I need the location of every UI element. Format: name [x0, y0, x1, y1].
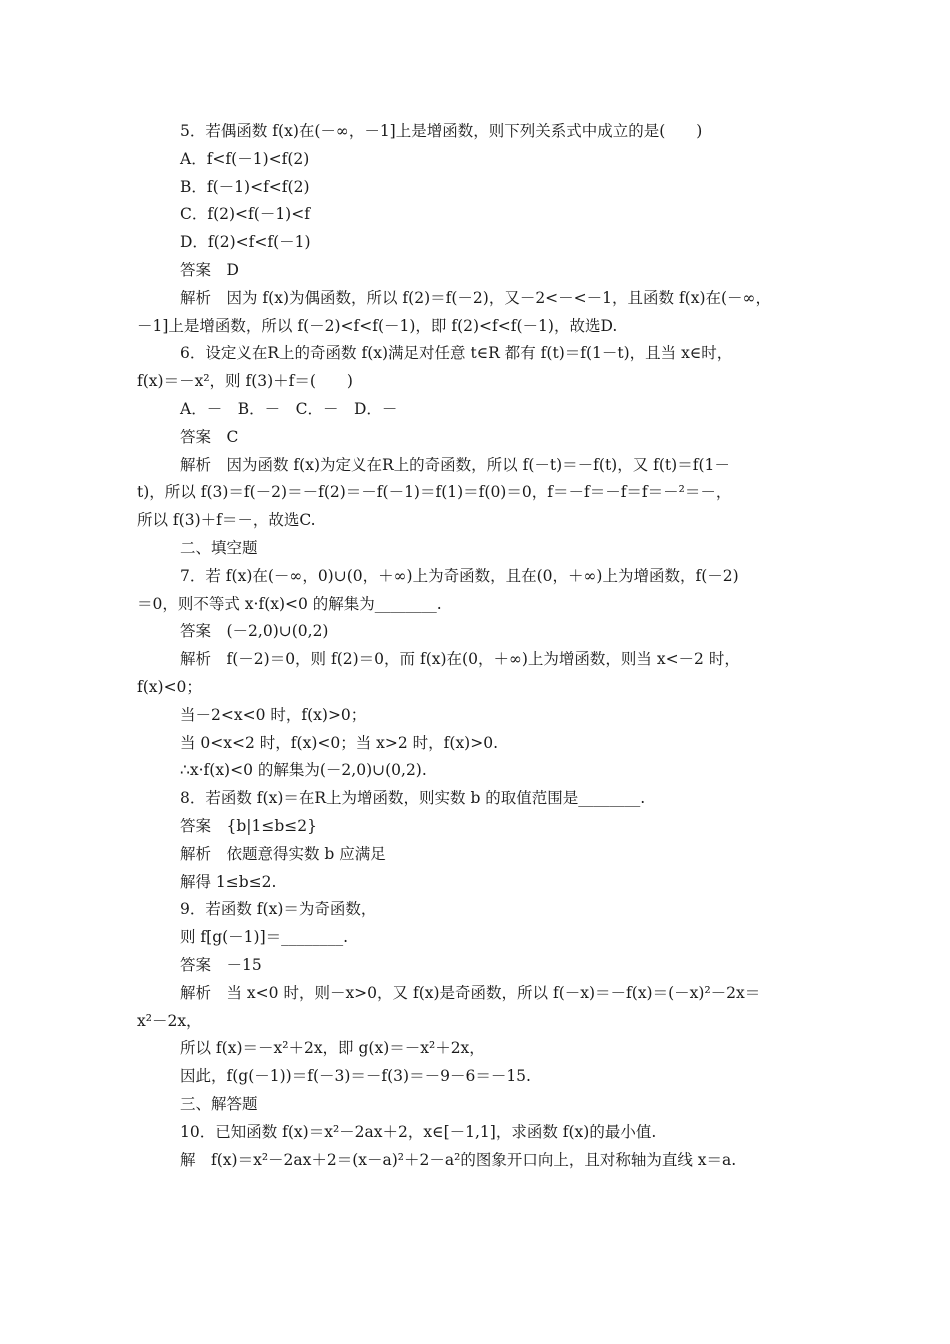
text-line: A．f<f(－1)<f(2)	[180, 149, 310, 168]
text-line: 解析 依题意得实数 b 应满足	[180, 844, 386, 863]
text-line: 解析 因为函数 f(x)为定义在R上的奇函数，所以 f(－t)＝－f(t)，又 f(t)＝f(1－	[180, 455, 730, 474]
text-line: 因此，f(g(－1))＝f(－3)＝－f(3)＝－9－6＝－15.	[180, 1067, 531, 1086]
text-line: ∴x·f(x)<0 的解集为(－2,0)∪(0,2).	[180, 761, 427, 780]
text-line: 答案 D	[180, 261, 239, 279]
text-line: f(x)＝－x²，则 f(3)＋f＝( )	[137, 372, 353, 391]
text-line: 解 f(x)＝x²－2ax＋2＝(x－a)²＋2－a²的图象开口向上，且对称轴为直线 x＝a.	[180, 1150, 737, 1169]
text-line: 解得 1≤b≤2.	[180, 872, 277, 891]
text-line: 答案 {b|1≤b≤2}	[180, 817, 317, 835]
text-line: x²－2x，	[137, 1011, 202, 1030]
text-line: 所以 f(x)＝－x²＋2x，即 g(x)＝－x²＋2x，	[180, 1039, 485, 1058]
text-line: ＝0，则不等式 x·f(x)<0 的解集为________.	[137, 594, 442, 613]
text-line: 则 f[g(－1)]＝________.	[180, 928, 349, 947]
text-line: 解析 f(－2)＝0，则 f(2)＝0，而 f(x)在(0，＋∞)上为增函数，则当 x<－2 时，	[180, 650, 740, 669]
text-line: B．f(－1)<f<f(2)	[180, 177, 310, 196]
text-line: 解析 因为 f(x)为偶函数，所以 f(2)＝f(－2)，又－2<－<－1，且函数 f(x)在(－∞，	[180, 288, 771, 307]
text-line: 当－2<x<0 时，f(x)>0；	[180, 705, 367, 724]
text-line: 答案 －15	[180, 956, 262, 974]
text-line: 10．已知函数 f(x)＝x²－2ax＋2，x∈[－1,1]，求函数 f(x)的最小值.	[180, 1122, 657, 1141]
text-line: 答案 C	[180, 427, 239, 446]
text-line: 8．若函数 f(x)＝在R上为增函数，则实数 b 的取值范围是________.	[180, 789, 646, 808]
text-line: D．f(2)<f<f(－1)	[180, 233, 311, 252]
text-line: 三、解答题	[180, 1095, 258, 1113]
text-line: 答案 (－2,0)∪(0,2)	[180, 622, 329, 641]
text-line: 解析 当 x<0 时，则－x>0，又 f(x)是奇函数，所以 f(－x)＝－f(x)＝(－x)²－2x＝	[180, 983, 761, 1002]
text-line: f(x)<0；	[137, 678, 202, 696]
text-line: 所以 f(3)＋f＝－，故选C.	[137, 511, 316, 530]
text-line: 9．若函数 f(x)＝为奇函数，	[180, 900, 377, 919]
text-line: 7．若 f(x)在(－∞，0)∪(0，＋∞)上为奇函数，且在(0，＋∞)上为增函数，f(－2)	[180, 566, 739, 585]
text-line: 6．设定义在R上的奇函数 f(x)满足对任意 t∈R 都有 f(t)＝f(1－t)，且当 x∈时，	[180, 344, 733, 363]
text-line: 二、填空题	[180, 539, 258, 557]
text-line: 当 0<x<2 时，f(x)<0；当 x>2 时，f(x)>0.	[180, 733, 499, 752]
text-line: A．－ B．－ C．－ D．－	[180, 400, 398, 418]
text-line: C．f(2)<f(－1)<f	[180, 205, 310, 224]
text-line: －1]上是增函数，所以 f(－2)<f<f(－1)，即 f(2)<f<f(－1)，故选D.	[137, 316, 618, 335]
text-line: t)，所以 f(3)＝f(－2)＝－f(2)＝－f(－1)＝f(1)＝f(0)＝0，f＝－f＝－f＝f＝－²＝－，	[137, 483, 732, 502]
text-line: 5．若偶函数 f(x)在(－∞，－1]上是增函数，则下列关系式中成立的是( )	[180, 122, 703, 140]
